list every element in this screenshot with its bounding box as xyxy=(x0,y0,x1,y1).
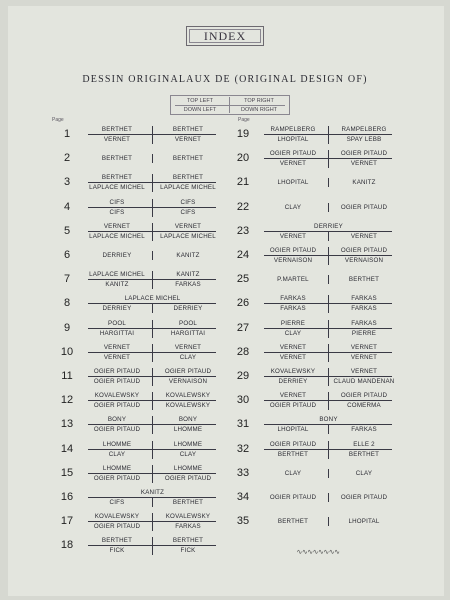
top-right-name: KOVALEWSKY xyxy=(165,513,211,521)
entry-page-number: 20 xyxy=(236,152,250,165)
top-left-name: OGIER PITAUD xyxy=(269,247,317,254)
entry-vertical-divider xyxy=(328,150,329,168)
top-left-name: BERTHET xyxy=(101,126,133,133)
entry-page-number: 3 xyxy=(63,176,71,189)
top-right-name: OGIER PITAUD xyxy=(340,150,388,158)
entry-page-number: 1 xyxy=(63,128,71,140)
entry-page-number: 26 xyxy=(236,297,250,310)
index-entry xyxy=(58,487,228,509)
entry-vertical-divider xyxy=(152,513,153,531)
legend-top-left: TOP LEFT xyxy=(186,98,214,104)
down-right-name: FARKAS xyxy=(351,305,377,313)
entry-vertical-divider xyxy=(152,126,153,144)
entry-vertical-divider xyxy=(328,126,329,144)
top-left-name: RAMPELBERG xyxy=(270,126,316,133)
down-left-name: OGIER PITAUD xyxy=(269,402,317,410)
entry-vertical-divider xyxy=(328,320,329,338)
index-entry xyxy=(234,318,404,340)
entry-page-number: 33 xyxy=(236,466,250,479)
down-left-name: LHOPITAL xyxy=(277,136,309,143)
entry-vertical-divider xyxy=(152,223,153,241)
entry-vertical-divider xyxy=(152,416,153,434)
left-name: P.MARTEL xyxy=(277,276,309,284)
entry-page-number: 12 xyxy=(60,394,74,407)
top-right-name: BERTHET xyxy=(172,126,204,133)
top-right-name: BERTHET xyxy=(172,174,204,182)
top-right-name: OGIER PITAUD xyxy=(340,392,388,400)
top-left-name: LHOMME xyxy=(102,464,132,472)
left-name: OGIER PITAUD xyxy=(269,494,317,501)
right-name: BERTHET xyxy=(172,155,204,163)
down-right-name: LAPLACE MICHEL xyxy=(160,232,216,240)
down-right-name: LAPLACE MICHEL xyxy=(160,184,216,192)
down-left-name: VERNET xyxy=(279,232,307,240)
entry-vertical-divider xyxy=(328,203,329,212)
top-right-name: FARKAS xyxy=(351,319,377,327)
index-entry xyxy=(234,414,404,436)
down-right-name: VERNAISON xyxy=(168,378,208,385)
top-full-name: LAPLACE MICHEL xyxy=(124,295,181,303)
down-left-name: VERNET xyxy=(279,353,307,361)
top-left-name: VERNET xyxy=(103,343,131,351)
page-heading: DESSIN ORIGINALAUX DE (ORIGINAL DESIGN OF) xyxy=(82,74,368,85)
top-left-name: KOVALEWSKY xyxy=(94,513,140,521)
down-right-name: CIFS xyxy=(180,208,196,216)
entry-page-number: 16 xyxy=(60,491,74,503)
down-left-name: BERTHET xyxy=(277,450,309,458)
entry-page-number: 6 xyxy=(63,249,71,261)
top-left-name: OGIER PITAUD xyxy=(93,368,141,375)
entry-page-number: 7 xyxy=(63,273,71,286)
top-right-name: FARKAS xyxy=(351,295,377,303)
down-left-name: VERNAISON xyxy=(273,257,313,264)
down-left-name: FICK xyxy=(109,547,125,555)
down-left-name: OGIER PITAUD xyxy=(93,523,141,531)
index-title-box xyxy=(186,26,264,46)
down-right-name: CLAUD MANDENAN xyxy=(333,378,395,385)
index-entry xyxy=(58,148,228,170)
top-left-name: VERNET xyxy=(279,343,307,351)
down-left-name: LAPLACE MICHEL xyxy=(89,184,145,192)
top-left-name: VERNET xyxy=(103,222,131,230)
entry-page-number: 13 xyxy=(60,418,74,431)
down-left-name: FARKAS xyxy=(280,305,306,313)
index-entry xyxy=(58,511,228,533)
index-entry xyxy=(58,269,228,291)
down-left-name: VERNET xyxy=(103,136,131,143)
entry-page-number: 22 xyxy=(236,200,250,213)
entry-page-number: 25 xyxy=(236,273,250,286)
down-right-name: COMERMA xyxy=(347,402,381,410)
top-left-name: OGIER PITAUD xyxy=(269,150,317,158)
right-name: BERTHET xyxy=(348,276,380,284)
index-entry xyxy=(58,172,228,194)
index-entry xyxy=(58,366,228,388)
right-name: LHOPITAL xyxy=(348,518,380,526)
index-entry xyxy=(234,511,404,533)
down-right-name: BERTHET xyxy=(172,499,204,506)
position-legend xyxy=(170,95,290,115)
down-right-name: DERRIEY xyxy=(173,305,203,313)
left-name: CLAY xyxy=(284,469,302,477)
entry-vertical-divider xyxy=(152,304,153,313)
entry-vertical-divider xyxy=(328,295,329,313)
down-left-name: CIFS xyxy=(109,208,125,216)
down-right-name: VERNET xyxy=(350,353,378,361)
index-entry xyxy=(58,293,228,315)
top-full-name: BONY xyxy=(319,416,338,424)
index-entry xyxy=(234,197,404,219)
down-right-name: KOVALEWSKY xyxy=(165,402,211,410)
down-left-name: OGIER PITAUD xyxy=(93,426,141,434)
top-right-name: KOVALEWSKY xyxy=(165,392,211,400)
top-left-name: BERTHET xyxy=(101,174,133,182)
legend-down-right: DOWN RIGHT xyxy=(240,107,278,113)
entry-page-number: 9 xyxy=(63,321,71,334)
top-right-name: ELLE 2 xyxy=(353,440,375,448)
entry-page-number: 24 xyxy=(236,249,250,261)
right-name: KANITZ xyxy=(352,179,376,187)
top-right-name: POOL xyxy=(179,319,197,327)
entry-vertical-divider xyxy=(152,441,153,459)
right-name: KANITZ xyxy=(176,252,200,259)
down-right-name: FICK xyxy=(180,547,196,555)
index-entry xyxy=(58,342,228,364)
index-entry xyxy=(58,318,228,340)
down-left-name: OGIER PITAUD xyxy=(93,402,141,410)
entry-vertical-divider xyxy=(152,271,153,289)
legend-down-left: DOWN LEFT xyxy=(183,107,217,113)
down-right-name: FARKAS xyxy=(351,426,377,434)
entry-page-number: 10 xyxy=(60,345,74,358)
index-entry xyxy=(58,221,228,243)
top-left-name: PIERRE xyxy=(280,319,306,327)
index-entry xyxy=(234,439,404,461)
entry-page-number: 29 xyxy=(236,370,250,382)
top-left-name: LAPLACE MICHEL xyxy=(89,271,145,279)
down-left-name: VERNET xyxy=(103,353,131,361)
page-label-right: Page xyxy=(238,117,250,123)
entry-page-number: 28 xyxy=(236,345,250,358)
index-entry xyxy=(234,293,404,315)
down-right-name: VERNET xyxy=(350,160,378,168)
entry-page-number: 5 xyxy=(63,224,71,237)
entry-vertical-divider xyxy=(328,517,329,526)
down-left-name: OGIER PITAUD xyxy=(93,378,141,385)
top-left-name: BERTHET xyxy=(101,537,133,545)
top-left-name: KOVALEWSKY xyxy=(94,392,140,400)
left-name: CLAY xyxy=(284,203,302,211)
entry-page-number: 15 xyxy=(60,466,74,479)
top-right-name: VERNET xyxy=(350,343,378,351)
down-right-name: VERNAISON xyxy=(344,257,384,264)
down-left-name: CLAY xyxy=(108,450,126,458)
entry-vertical-divider xyxy=(328,392,329,410)
down-left-name: DERRIEY xyxy=(278,378,308,385)
down-right-name: FARKAS xyxy=(175,281,201,289)
top-left-name: BONY xyxy=(107,416,127,424)
entry-vertical-divider xyxy=(328,441,329,459)
entry-page-number: 32 xyxy=(236,442,250,455)
entry-vertical-divider xyxy=(328,493,329,502)
down-left-name: OGIER PITAUD xyxy=(93,474,141,482)
index-entry xyxy=(58,439,228,461)
entry-vertical-divider xyxy=(328,425,329,434)
down-right-name: LHOMME xyxy=(173,426,203,434)
entry-page-number: 31 xyxy=(236,418,250,431)
index-entry xyxy=(234,245,404,267)
left-name: LHOPITAL xyxy=(277,179,309,187)
entry-vertical-divider xyxy=(152,465,153,483)
index-entry xyxy=(58,414,228,436)
top-left-name: KOVALEWSKY xyxy=(270,368,316,375)
entry-vertical-divider xyxy=(328,275,329,284)
top-full-name: DERRIEY xyxy=(314,222,343,230)
down-left-name: HARGITTAI xyxy=(99,329,135,337)
entry-vertical-divider xyxy=(328,344,329,362)
top-left-name: CIFS xyxy=(109,198,125,206)
index-entry xyxy=(58,245,228,267)
right-name: OGIER PITAUD xyxy=(340,203,388,211)
down-right-name: FARKAS xyxy=(175,523,201,531)
entry-page-number: 14 xyxy=(60,442,74,455)
top-right-name: OGIER PITAUD xyxy=(340,247,388,254)
down-right-name: VERNET xyxy=(350,232,378,240)
page-label-left: Page xyxy=(52,117,64,123)
left-name: BERTHET xyxy=(277,518,309,526)
down-right-name: OGIER PITAUD xyxy=(164,474,212,482)
down-right-name: CLAY xyxy=(179,353,197,361)
index-entry xyxy=(58,197,228,219)
down-left-name: VERNET xyxy=(279,160,307,168)
entry-vertical-divider xyxy=(152,498,153,507)
index-entry xyxy=(234,487,404,509)
ornament-divider: ∿∿∿∿∿∿∿∿ xyxy=(296,549,340,556)
entry-page-number: 34 xyxy=(236,491,250,503)
entry-vertical-divider xyxy=(328,247,329,265)
entry-vertical-divider xyxy=(152,537,153,555)
index-entry xyxy=(58,463,228,485)
index-entry xyxy=(234,124,404,146)
top-right-name: VERNET xyxy=(350,368,378,375)
top-right-name: BERTHET xyxy=(172,537,204,545)
entry-page-number: 27 xyxy=(236,321,250,334)
top-right-name: VERNET xyxy=(174,222,202,230)
entry-vertical-divider xyxy=(152,320,153,338)
index-entry xyxy=(234,221,404,243)
index-entry xyxy=(234,172,404,194)
entry-vertical-divider xyxy=(328,469,329,478)
entry-vertical-divider xyxy=(152,368,153,386)
top-full-name: KANITZ xyxy=(140,489,165,496)
index-entry xyxy=(234,390,404,412)
top-right-name: VERNET xyxy=(174,343,202,351)
down-right-name: BERTHET xyxy=(348,450,380,458)
entry-vertical-divider xyxy=(152,154,153,163)
top-right-name: BONY xyxy=(178,416,198,424)
top-right-name: LHOMME xyxy=(173,440,203,448)
top-right-name: OGIER PITAUD xyxy=(164,368,212,375)
entry-page-number: 21 xyxy=(236,176,250,189)
top-right-name: RAMPELBERG xyxy=(341,126,387,133)
entry-page-number: 35 xyxy=(236,515,250,528)
down-right-name: HARGITTAI xyxy=(170,329,206,337)
index-entry xyxy=(234,269,404,291)
down-right-name: VERNET xyxy=(174,136,202,143)
top-left-name: FARKAS xyxy=(280,295,306,303)
down-right-name: PIERRE xyxy=(351,329,377,337)
top-right-name: KANITZ xyxy=(176,271,200,279)
entry-vertical-divider xyxy=(328,178,329,187)
legend-top-right: TOP RIGHT xyxy=(244,98,274,104)
entry-vertical-divider xyxy=(152,199,153,217)
right-name: OGIER PITAUD xyxy=(340,494,388,501)
left-name: BERTHET xyxy=(101,155,133,163)
entry-vertical-divider xyxy=(328,232,329,241)
entry-page-number: 18 xyxy=(60,539,74,552)
index-entry xyxy=(234,148,404,170)
top-right-name: CIFS xyxy=(180,198,196,206)
right-name: CLAY xyxy=(355,469,373,477)
down-right-name: SPAY LEBB xyxy=(346,136,382,143)
entry-page-number: 8 xyxy=(63,297,71,310)
entry-page-number: 17 xyxy=(60,515,74,528)
index-entry xyxy=(234,342,404,364)
entry-vertical-divider xyxy=(152,251,153,260)
entry-page-number: 23 xyxy=(236,224,250,237)
top-left-name: OGIER PITAUD xyxy=(269,440,317,448)
index-entry xyxy=(58,124,228,146)
entry-page-number: 4 xyxy=(63,200,71,213)
legend-divider-horizontal xyxy=(175,105,285,106)
entry-page-number: 19 xyxy=(236,128,250,140)
top-left-name: LHOMME xyxy=(102,440,132,448)
down-left-name: DERRIEY xyxy=(102,305,132,313)
index-entry xyxy=(58,390,228,412)
down-left-name: CIFS xyxy=(109,499,125,506)
index-entry xyxy=(234,366,404,388)
entry-page-number: 2 xyxy=(63,152,71,165)
down-left-name: CLAY xyxy=(284,329,302,337)
down-left-name: LHOPITAL xyxy=(277,426,309,434)
down-right-name: CLAY xyxy=(179,450,197,458)
entry-page-number: 11 xyxy=(61,370,73,382)
left-name: DERRIEY xyxy=(102,252,132,259)
index-entry xyxy=(234,463,404,485)
entry-vertical-divider xyxy=(152,174,153,192)
entry-vertical-divider xyxy=(152,344,153,362)
top-left-name: VERNET xyxy=(279,392,307,400)
top-right-name: LHOMME xyxy=(173,464,203,472)
index-entry xyxy=(58,535,228,557)
entry-vertical-divider xyxy=(328,368,329,386)
down-left-name: LAPLACE MICHEL xyxy=(89,232,145,240)
down-left-name: KANITZ xyxy=(105,281,129,289)
entry-vertical-divider xyxy=(152,392,153,410)
top-left-name: POOL xyxy=(108,319,126,327)
entry-page-number: 30 xyxy=(236,394,250,407)
index-title: INDEX xyxy=(203,28,247,43)
